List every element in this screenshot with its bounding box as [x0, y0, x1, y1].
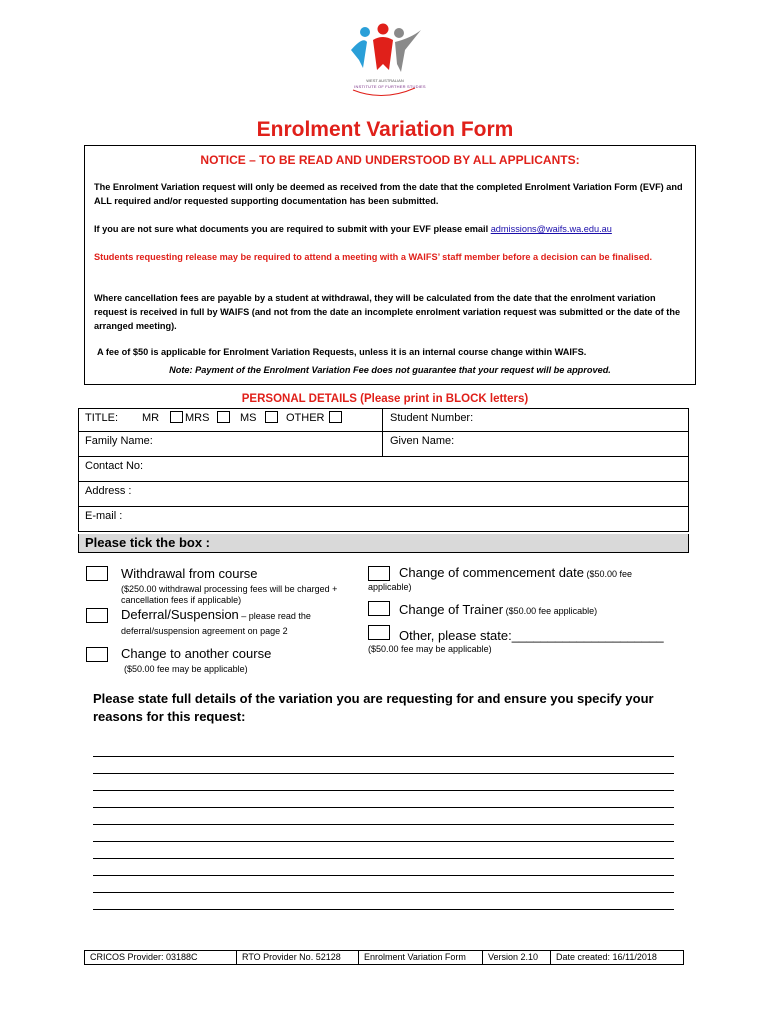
- commencement-date-checkbox[interactable]: [368, 566, 390, 581]
- answer-line[interactable]: [93, 909, 674, 910]
- logo-institute-name: INSTITUTE OF FURTHER STUDIES: [354, 84, 426, 89]
- deferral-option-hint: – please read the: [238, 611, 311, 621]
- answer-line[interactable]: [93, 773, 674, 774]
- title-label: TITLE:: [85, 412, 119, 424]
- title-row: [78, 409, 689, 432]
- answer-line[interactable]: [93, 807, 674, 808]
- address-row: [78, 482, 689, 507]
- given-name-field[interactable]: Given Name:: [390, 435, 455, 447]
- change-trainer-checkbox[interactable]: [368, 601, 390, 616]
- notice-paragraph-2: [94, 222, 688, 236]
- address-field[interactable]: Address :: [85, 485, 132, 497]
- name-row: [78, 432, 689, 457]
- tick-box-heading: Please tick the box :: [85, 535, 210, 550]
- commencement-date-note: applicable): [368, 582, 412, 592]
- footer-version: Version 2.10: [483, 951, 551, 964]
- deferral-option: [121, 607, 311, 622]
- logo-caption: WEST AUSTRALIAN: [366, 78, 404, 83]
- answer-line[interactable]: [93, 824, 674, 825]
- answer-line[interactable]: [93, 756, 674, 757]
- personal-details-table: [78, 408, 689, 532]
- answer-line[interactable]: [93, 875, 674, 876]
- answer-line[interactable]: [93, 790, 674, 791]
- student-number-field[interactable]: Student Number:: [390, 412, 474, 424]
- change-trainer-fee: ($50.00 fee applicable): [503, 606, 598, 616]
- commencement-date-option: [399, 565, 632, 580]
- footer-date-created: Date created: 16/11/2018: [556, 952, 657, 962]
- answer-line[interactable]: [93, 892, 674, 893]
- personal-details-heading: PERSONAL DETAILS (Please print in BLOCK letters): [241, 393, 529, 405]
- footer-cricos: CRICOS Provider: 03188C: [85, 951, 237, 964]
- contact-number-field[interactable]: Contact No:: [85, 460, 144, 472]
- notice-paragraph-3: Students requesting release may be required to attend a meeting with a WAIFS’ staff member before a decision can be finalised.: [94, 252, 653, 262]
- title-mr-label: MR: [142, 412, 160, 424]
- other-fee-note: ($50.00 fee may be applicable): [368, 644, 492, 654]
- title-mrs-checkbox[interactable]: [217, 411, 230, 423]
- withdrawal-fee-note: ($250.00 withdrawal processing fees will be charged + cancellation fees if applicable): [121, 584, 338, 605]
- title-ms-checkbox[interactable]: [265, 411, 278, 423]
- contact-row: [78, 457, 689, 482]
- notice-paragraph-4: Where cancellation fees are payable by a student at withdrawal, they will be calculated from the date that the enrolment variation request is received in full by WAIFS (and not from the date an incomplete enrolment variation request was submitted or the date of the arranged meeting).: [94, 293, 681, 331]
- deferral-note: deferral/suspension agreement on page 2: [121, 626, 288, 636]
- title-mr-checkbox[interactable]: [170, 411, 183, 423]
- email-row: [78, 507, 689, 532]
- notice-paragraph-6: Note: Payment of the Enrolment Variation Fee does not guarantee that your request will be approved.: [169, 365, 611, 375]
- title-ms-label: MS: [240, 412, 257, 424]
- notice-paragraph-5: A fee of $50 is applicable for Enrolment Variation Requests, unless it is an internal course change within WAIFS.: [97, 347, 587, 357]
- footer-table: [84, 950, 684, 965]
- other-option-field[interactable]: Other, please state:_____________________: [399, 628, 664, 643]
- answer-line[interactable]: [93, 858, 674, 859]
- title-mrs-label: MRS: [185, 412, 210, 424]
- change-trainer-option: [399, 602, 597, 617]
- deferral-option-label: Deferral/Suspension: [121, 607, 239, 622]
- family-name-field[interactable]: Family Name:: [85, 435, 153, 447]
- row-divider: [382, 432, 383, 456]
- email-field[interactable]: E-mail :: [85, 510, 123, 522]
- row-divider: [382, 409, 383, 431]
- answer-line[interactable]: [93, 841, 674, 842]
- withdrawal-checkbox[interactable]: [86, 566, 108, 581]
- variation-details-question: Please state full details of the variation you are requesting for and ensure you specify your reasons for this request:: [93, 691, 654, 724]
- notice-paragraph-2-text: If you are not sure what documents you are required to submit with your EVF please email: [94, 224, 491, 234]
- footer-rto: RTO Provider No. 52128: [237, 951, 359, 964]
- admissions-email-link[interactable]: admissions@waifs.wa.edu.au: [490, 224, 612, 234]
- change-course-option-label: Change to another course: [121, 646, 272, 661]
- footer-form-name: Enrolment Variation Form: [359, 951, 483, 964]
- withdrawal-option-label: Withdrawal from course: [121, 566, 258, 581]
- change-course-checkbox[interactable]: [86, 647, 108, 662]
- commencement-date-label: Change of commencement date: [399, 565, 584, 580]
- change-trainer-label: Change of Trainer: [399, 602, 504, 617]
- tick-box-heading-bar: [78, 534, 689, 553]
- commencement-date-fee: ($50.00 fee: [584, 569, 633, 579]
- other-checkbox[interactable]: [368, 625, 390, 640]
- title-other-checkbox[interactable]: [329, 411, 342, 423]
- change-course-fee-note: ($50.00 fee may be applicable): [124, 664, 248, 674]
- notice-box: [84, 145, 696, 385]
- page-title: Enrolment Variation Form: [256, 118, 514, 141]
- notice-heading: NOTICE – TO BE READ AND UNDERSTOOD BY ALL APPLICANTS:: [200, 153, 580, 167]
- title-other-label: OTHER: [286, 412, 325, 424]
- deferral-checkbox[interactable]: [86, 608, 108, 623]
- notice-paragraph-1: The Enrolment Variation request will only be deemed as received from the date that the completed Enrolment Variation Form (EVF) and ALL required and/or requested supporting documentation has been submitted.: [94, 182, 683, 206]
